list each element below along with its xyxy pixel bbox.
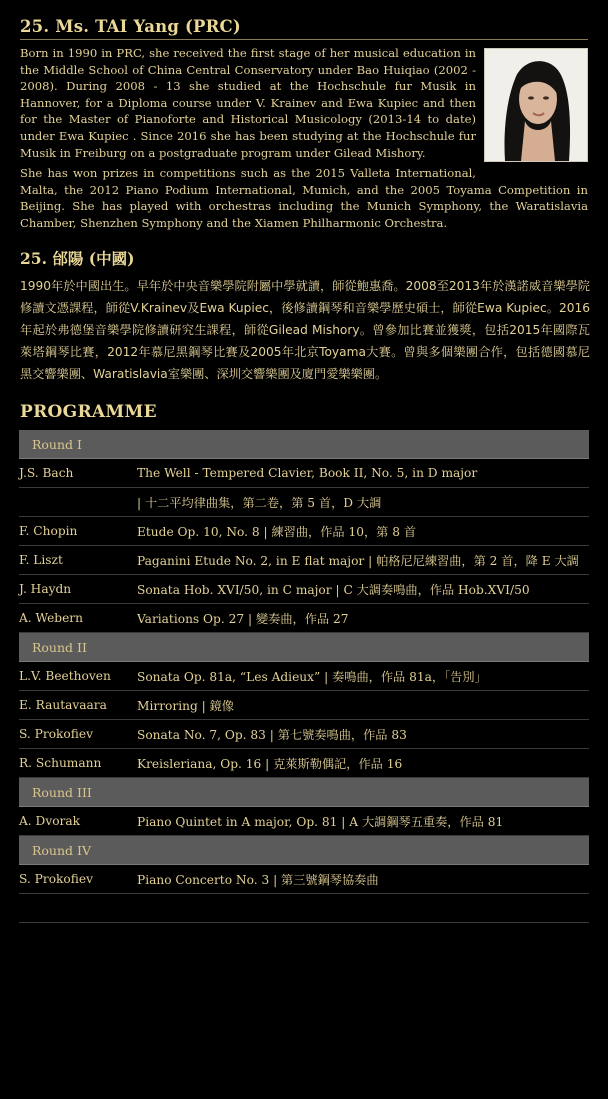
piece-title: The Well - Tempered Clavier, Book II, No. 5, in D major bbox=[137, 466, 478, 480]
piece-title: Piano Concerto No. 3 | 第三號鋼琴協奏曲 bbox=[137, 872, 379, 887]
programme-heading: PROGRAMME bbox=[20, 402, 157, 422]
composer-name: F. Chopin bbox=[19, 524, 78, 538]
round-header bbox=[19, 778, 589, 807]
round-label: Round IV bbox=[32, 842, 91, 858]
programme-row bbox=[19, 749, 589, 778]
programme-row bbox=[19, 720, 589, 749]
english-bio bbox=[20, 45, 588, 236]
piece-title: Etude Op. 10, No. 8 | 練習曲，作品 10，第 8 首 bbox=[137, 524, 417, 539]
piece-title: Paganini Etude No. 2, in E flat major | 帕格尼尼練習曲，第 2 首，降 E 大調 bbox=[137, 553, 579, 568]
composer-name: A. Dvorak bbox=[19, 814, 81, 828]
composer-name: J. Haydn bbox=[19, 582, 72, 596]
piece-title: Variations Op. 27 | 變奏曲，作品 27 bbox=[137, 611, 349, 626]
programme-row bbox=[19, 459, 589, 488]
composer-name: J.S. Bach bbox=[19, 466, 74, 480]
piece-title: Sonata Hob. XVI/50, in C major | C 大調奏鳴曲，作品 Hob.XVI/50 bbox=[137, 582, 530, 597]
round-header bbox=[19, 633, 589, 662]
programme-row bbox=[19, 865, 589, 894]
piece-title: Sonata No. 7, Op. 83 | 第七號奏鳴曲，作品 83 bbox=[137, 727, 407, 742]
bio-paragraph-1: Born in 1990 in PRC, she received the first stage of her musical education in the Middle School of China Central Conservatory under Bao Huiqiao (2002 - 2008). During 2008 - 13 she studied at the Hochschule fur Musik in Hannover, for a Diploma course under V. Krainev and Ewa Kupiec and then for the Master of Pianoforte and Historical Musicology (2013-14 to date) under Ewa Kupiec . Since 2016 she has been studying at the Hochschule fur Musik in Freiburg on a postgraduate program under Gilead Mishory. bbox=[20, 46, 476, 160]
performer-title: 25. Ms. TAI Yang (PRC) bbox=[20, 17, 241, 36]
composer-name: L.V. Beethoven bbox=[19, 669, 111, 683]
programme-row bbox=[19, 575, 589, 604]
bio-paragraph-2: She has won prizes in competitions such as the 2015 Valleta International, Malta, the 2012 Piano Podium International, Munich, and the 2005 Toyama Competition in Beijing. She has played with orchestras including the Munich Symphony, the Waratislavia Chamber, Shenzhen Symphony and the Xiamen Philharmonic Orchestra. bbox=[20, 166, 588, 230]
chinese-title: 25. 邰陽 (中國) bbox=[20, 249, 135, 268]
programme-row bbox=[19, 894, 589, 923]
round-label: Round I bbox=[32, 436, 82, 452]
programme-row bbox=[19, 546, 589, 575]
programme-row bbox=[19, 488, 589, 517]
piece-title: Sonata Op. 81a, “Les Adieux” | 奏鳴曲，作品 81a，「告別」 bbox=[137, 669, 487, 684]
composer-name: R. Schumann bbox=[19, 756, 102, 770]
programme-row bbox=[19, 604, 589, 633]
title-divider bbox=[20, 39, 588, 40]
composer-name: A. Webern bbox=[19, 611, 83, 625]
piece-title: Mirroring | 鏡像 bbox=[137, 698, 234, 713]
programme-row bbox=[19, 691, 589, 720]
round-header bbox=[19, 836, 589, 865]
piece-title: | 十二平均律曲集，第二卷，第 5 首，D 大調 bbox=[137, 495, 382, 510]
performer-photo bbox=[484, 48, 588, 162]
composer-name: E. Rautavaara bbox=[19, 698, 107, 712]
composer-name: F. Liszt bbox=[19, 553, 63, 567]
programme-row bbox=[19, 517, 589, 546]
programme-row bbox=[19, 662, 589, 691]
chinese-bio: 1990年於中國出生。早年於中央音樂學院附屬中學就讀，師從鮑惠喬。2008至2013年於漢諾威音樂學院修讀文憑課程，師從V.Krainev及Ewa Kupiec，後修讀鋼琴和音樂學歷史碩士，師從Ewa Kupiec。2016年起於弗德堡音樂學院修讀研究生課程，師從Gilead Mishory。曾參加比賽並獲獎，包括2015年國際瓦萊塔鋼琴比賽，2012年慕尼黑鋼琴比賽及2005年北京Toyama大賽。曾與多個樂團合作，包括德國慕尼黑交響樂團、Waratislavia室樂團、深圳交響樂團及廈門愛樂樂團。 bbox=[20, 279, 590, 381]
composer-name: S. Prokofiev bbox=[19, 872, 93, 886]
composer-name: S. Prokofiev bbox=[19, 727, 93, 741]
portrait-image bbox=[485, 49, 587, 161]
piece-title: Kreisleriana, Op. 16 | 克萊斯勒偶記，作品 16 bbox=[137, 756, 403, 771]
piece-title: Piano Quintet in A major, Op. 81 | A 大調鋼琴五重奏，作品 81 bbox=[137, 814, 504, 829]
programme-table bbox=[19, 430, 589, 923]
round-header bbox=[19, 430, 589, 459]
round-label: Round II bbox=[32, 639, 87, 655]
programme-row bbox=[19, 807, 589, 836]
round-label: Round III bbox=[32, 784, 92, 800]
